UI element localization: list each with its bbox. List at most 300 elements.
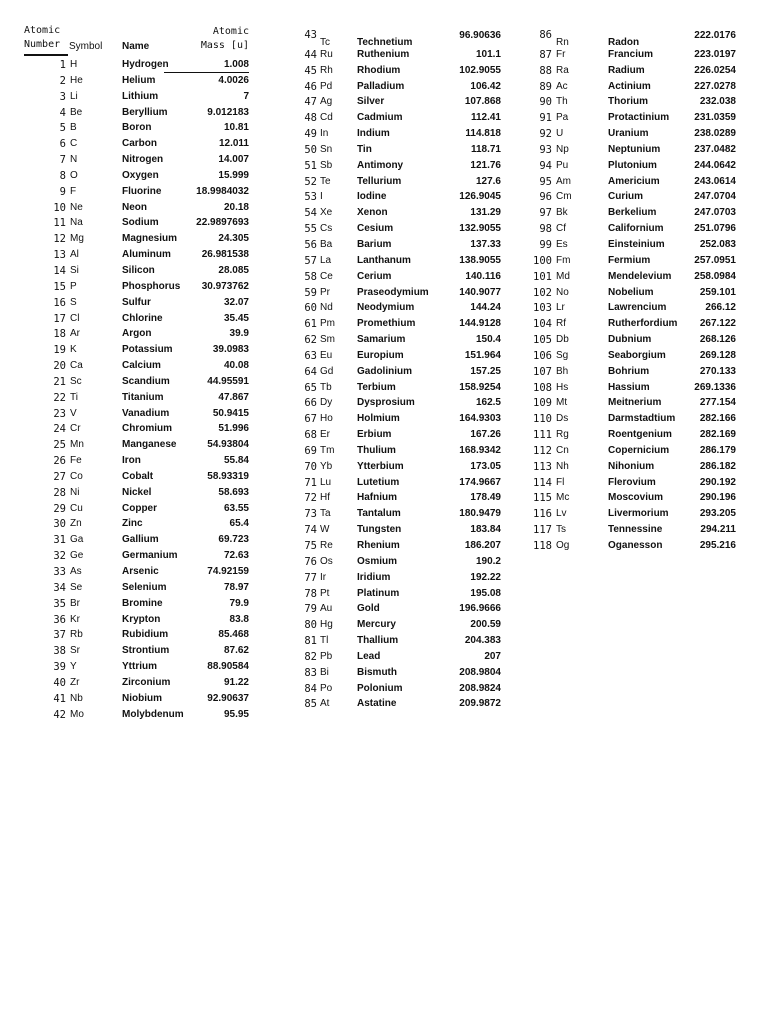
element-name: Thallium	[357, 635, 399, 647]
atomic-number: 31	[53, 534, 66, 547]
element-row	[285, 412, 505, 428]
element-symbol: Mo	[70, 708, 84, 720]
element-name: Lead	[357, 650, 381, 662]
element-row	[285, 349, 505, 365]
element-symbol: Th	[556, 96, 568, 108]
element-name: Rhenium	[357, 540, 400, 551]
element-symbol: Rg	[556, 429, 569, 441]
atomic-mass: 137.33	[470, 238, 501, 250]
element-name: Antimony	[357, 159, 404, 171]
atomic-number: 84	[304, 682, 317, 695]
element-symbol: Bk	[556, 207, 568, 219]
atomic-mass: 151.964	[464, 349, 501, 361]
element-symbol: Co	[70, 470, 83, 482]
element-symbol: Si	[70, 264, 79, 276]
column-spacer	[285, 0, 505, 32]
element-symbol: Hf	[320, 492, 330, 504]
atomic-number: 6	[59, 138, 66, 151]
element-name: Rubidium	[122, 629, 169, 641]
element-name: Gadolinium	[357, 365, 412, 377]
element-row	[285, 80, 505, 96]
atomic-mass: 78.97	[223, 581, 249, 593]
atomic-mass: 204.383	[464, 635, 501, 647]
element-name: Beryllium	[122, 106, 168, 118]
element-symbol: Sr	[70, 645, 80, 657]
element-row	[285, 381, 505, 397]
atomic-mass: 30.973762	[201, 280, 249, 292]
element-name: Neptunium	[608, 143, 661, 155]
element-row	[532, 301, 742, 317]
atomic-number: 44	[304, 48, 317, 61]
atomic-number: 115	[533, 492, 552, 505]
element-symbol: Sc	[70, 375, 82, 387]
atomic-number: 40	[53, 676, 66, 689]
element-row	[22, 121, 254, 137]
atomic-number: 75	[304, 540, 317, 552]
atomic-number: 108	[533, 381, 552, 394]
element-list-3	[532, 29, 742, 555]
atomic-mass: 232.038	[699, 96, 736, 108]
element-symbol: C	[70, 138, 78, 150]
table-header	[22, 0, 254, 58]
atomic-number: 17	[53, 312, 66, 325]
atomic-mass: 14.007	[218, 154, 249, 166]
element-row	[285, 111, 505, 127]
element-symbol: Cf	[556, 223, 566, 235]
atomic-number: 63	[304, 349, 317, 362]
element-row	[285, 190, 505, 206]
atomic-mass: 58.693	[218, 486, 249, 498]
element-name: Holmium	[357, 413, 400, 425]
element-name: Oganesson	[608, 540, 663, 551]
atomic-number: 39	[53, 661, 66, 674]
atomic-number: 92	[539, 128, 552, 141]
element-symbol: Sb	[320, 159, 333, 171]
element-row	[22, 692, 254, 708]
atomic-number: 60	[304, 302, 317, 315]
atomic-number: 82	[304, 650, 317, 663]
atomic-mass: 26.981538	[201, 249, 249, 261]
element-name: Praseodymium	[357, 286, 429, 298]
atomic-mass: 144.9128	[459, 318, 501, 330]
atomic-number: 49	[304, 128, 317, 141]
element-symbol: Po	[320, 682, 333, 694]
element-row	[22, 90, 254, 106]
atomic-mass: 10.81	[223, 122, 249, 134]
header-atomic-number-line2: Number	[24, 39, 61, 50]
atomic-number: 43	[304, 29, 317, 41]
atomic-number: 117	[533, 524, 552, 537]
element-symbol: Mt	[556, 397, 568, 409]
element-symbol: Cs	[320, 223, 333, 235]
element-symbol: Ga	[70, 534, 84, 546]
element-symbol: Cd	[320, 112, 333, 124]
element-symbol: Es	[556, 238, 568, 250]
element-name: Erbium	[357, 429, 392, 441]
atomic-mass: 63.55	[223, 502, 249, 514]
atomic-number: 118	[533, 540, 552, 552]
atomic-number: 90	[539, 96, 552, 109]
atomic-number: 70	[304, 460, 317, 473]
element-name: Cerium	[357, 270, 392, 282]
atomic-number: 86	[539, 29, 552, 41]
element-name: Rutherfordium	[608, 318, 678, 330]
atomic-mass: 247.0703	[694, 207, 736, 219]
element-symbol: Ti	[70, 391, 78, 403]
atomic-mass: 65.4	[229, 518, 249, 530]
element-symbol: Yb	[320, 460, 333, 472]
element-symbol: Cl	[70, 312, 80, 324]
element-name: Hydrogen	[122, 59, 169, 70]
atomic-number: 8	[59, 169, 66, 182]
element-name: Zirconium	[122, 676, 171, 688]
element-row	[22, 280, 254, 296]
atomic-mass: 55.84	[223, 455, 249, 467]
element-name: Oxygen	[122, 169, 159, 181]
element-row	[532, 238, 742, 254]
atomic-number: 97	[539, 207, 552, 220]
atomic-mass: 174.9667	[459, 476, 501, 488]
atomic-number: 96	[539, 191, 552, 204]
element-row	[532, 270, 742, 286]
element-name: Vanadium	[122, 407, 170, 419]
element-row	[22, 264, 254, 280]
atomic-number: 64	[304, 365, 317, 378]
element-row	[22, 660, 254, 676]
element-row	[285, 618, 505, 634]
element-symbol: V	[70, 407, 77, 419]
element-symbol: Tm	[320, 444, 335, 456]
element-row	[22, 549, 254, 565]
element-symbol: Se	[70, 581, 83, 593]
element-symbol: Rh	[320, 64, 333, 76]
element-name: Bismuth	[357, 666, 397, 678]
atomic-number: 111	[533, 429, 552, 442]
atomic-mass: 190.2	[475, 555, 501, 567]
atomic-mass: 39.9	[229, 328, 249, 340]
element-row	[532, 48, 742, 64]
element-name: Thulium	[357, 444, 396, 456]
atomic-mass: 226.0254	[694, 64, 736, 76]
element-name: Terbium	[357, 381, 396, 393]
atomic-mass: 158.9254	[459, 381, 501, 393]
element-list-1	[22, 58, 254, 723]
atomic-number: 87	[539, 48, 552, 61]
element-symbol: Ra	[556, 64, 569, 76]
element-symbol: Br	[70, 597, 80, 609]
atomic-number: 16	[53, 296, 66, 309]
element-name: Rhodium	[357, 64, 401, 76]
element-row	[22, 438, 254, 454]
element-symbol: Tb	[320, 381, 332, 393]
element-name: Nihonium	[608, 460, 655, 472]
element-row	[22, 422, 254, 438]
atomic-mass: 118.71	[470, 143, 501, 155]
element-symbol: Mn	[70, 439, 84, 451]
element-row	[532, 539, 742, 555]
element-row	[22, 517, 254, 533]
atomic-mass: 20.18	[223, 201, 249, 213]
element-row	[285, 634, 505, 650]
element-row	[532, 159, 742, 175]
element-symbol: Ho	[320, 413, 333, 425]
element-row	[22, 628, 254, 644]
column-spacer	[532, 0, 742, 32]
element-row	[285, 396, 505, 412]
atomic-mass: 150.4	[475, 334, 501, 346]
atomic-mass: 243.0614	[694, 175, 736, 187]
element-symbol: Fl	[556, 476, 565, 488]
atomic-number: 100	[533, 254, 552, 267]
element-row	[285, 48, 505, 64]
element-name: Palladium	[357, 80, 405, 92]
atomic-mass: 74.92159	[207, 566, 249, 577]
element-symbol: Zn	[70, 518, 82, 530]
atomic-number: 85	[304, 698, 317, 711]
header-atomic-mass-line2: Mass [u]	[200, 40, 249, 51]
element-symbol: Gd	[320, 365, 334, 377]
atomic-number: 26	[53, 455, 66, 468]
element-name: Lawrencium	[608, 302, 667, 314]
element-row	[22, 343, 254, 359]
atomic-number: 91	[539, 112, 552, 125]
atomic-number: 88	[539, 64, 552, 77]
atomic-number: 59	[304, 286, 317, 299]
element-row	[285, 206, 505, 222]
element-symbol: Cu	[70, 502, 83, 514]
element-row	[22, 565, 254, 581]
atomic-number: 79	[304, 603, 317, 616]
element-name: Iridium	[357, 571, 391, 583]
atomic-mass: 180.9479	[459, 508, 501, 520]
element-row	[532, 254, 742, 270]
header-symbol: Symbol	[69, 41, 103, 52]
element-name: Radium	[608, 64, 645, 76]
header-name: Name	[122, 41, 150, 52]
element-name: Flerovium	[608, 476, 656, 488]
element-symbol: Os	[320, 555, 333, 567]
atomic-mass: 47.867	[218, 391, 249, 403]
element-row	[532, 428, 742, 444]
element-name: Protactinium	[608, 112, 670, 124]
element-row	[285, 587, 505, 603]
element-name: Chromium	[122, 423, 172, 435]
atomic-number: 54	[304, 207, 317, 220]
element-symbol: Cn	[556, 444, 569, 456]
element-symbol: Tc	[320, 37, 330, 48]
atomic-mass: 54.93804	[207, 439, 249, 451]
element-name: Germanium	[122, 550, 178, 562]
element-symbol: Au	[320, 603, 333, 615]
element-row	[532, 64, 742, 80]
atomic-number: 80	[304, 619, 317, 632]
element-row	[22, 644, 254, 660]
element-row	[22, 581, 254, 597]
atomic-number: 99	[539, 238, 552, 251]
atomic-mass: 44.95591	[207, 375, 249, 387]
element-symbol: Rf	[556, 318, 566, 330]
element-name: Selenium	[122, 581, 167, 593]
atomic-mass: 102.9055	[459, 64, 501, 76]
atomic-mass: 268.126	[699, 334, 736, 346]
element-name: Argon	[122, 328, 152, 340]
atomic-mass: 282.166	[699, 413, 736, 425]
element-row	[532, 476, 742, 492]
element-name: Darmstadtium	[608, 413, 676, 425]
element-symbol: Ta	[320, 508, 331, 520]
element-name: Fluorine	[122, 185, 162, 197]
atomic-number: 98	[539, 223, 552, 236]
element-symbol: Er	[320, 429, 330, 441]
element-symbol: Pd	[320, 80, 333, 92]
atomic-number: 58	[304, 270, 317, 283]
atomic-mass: 91.22	[223, 676, 249, 688]
element-symbol: Mg	[70, 233, 84, 245]
element-name: Uranium	[608, 128, 649, 140]
element-row	[532, 333, 742, 349]
element-name: Sulfur	[122, 296, 151, 308]
element-name: Strontium	[122, 645, 170, 657]
atomic-number: 72	[304, 492, 317, 505]
header-atomic-number	[24, 24, 60, 52]
atomic-mass: 28.085	[218, 264, 249, 276]
atomic-number: 2	[59, 74, 66, 87]
atomic-number: 112	[533, 444, 552, 457]
element-row	[22, 375, 254, 391]
atomic-number: 33	[53, 566, 66, 578]
atomic-number: 29	[53, 502, 66, 515]
atomic-mass: 88.90584	[207, 661, 249, 673]
atomic-number: 57	[304, 254, 317, 267]
element-symbol: Kr	[70, 613, 80, 625]
element-symbol: Ne	[70, 201, 83, 213]
element-name: Bromine	[122, 597, 163, 609]
atomic-number: 22	[53, 391, 66, 404]
element-row	[22, 359, 254, 375]
element-name: Osmium	[357, 555, 398, 567]
atomic-number: 1	[59, 59, 66, 71]
element-symbol: Nd	[320, 302, 333, 314]
element-row	[22, 454, 254, 470]
element-symbol: Hg	[320, 619, 333, 631]
element-row	[22, 327, 254, 343]
element-symbol: Ac	[556, 80, 568, 92]
atomic-number: 34	[53, 581, 66, 594]
element-name: Carbon	[122, 138, 157, 150]
element-symbol: Pt	[320, 587, 330, 599]
element-name: Neon	[122, 201, 147, 213]
atomic-mass: 208.9804	[459, 666, 501, 678]
atomic-number: 110	[533, 413, 552, 426]
element-name: Gallium	[122, 534, 159, 546]
atomic-mass: 144.24	[470, 302, 501, 314]
element-symbol: Bh	[556, 365, 569, 377]
atomic-number: 106	[533, 349, 552, 362]
element-symbol: Rn	[556, 37, 569, 48]
element-symbol: No	[556, 286, 569, 298]
atomic-number: 19	[53, 344, 66, 357]
atomic-number: 37	[53, 629, 66, 642]
element-symbol: F	[70, 185, 77, 197]
element-row	[22, 106, 254, 122]
element-row	[532, 507, 742, 523]
element-symbol: Pm	[320, 318, 335, 330]
atomic-mass: 39.0983	[212, 344, 249, 356]
element-symbol: Hs	[556, 381, 569, 393]
element-symbol: Ge	[70, 550, 84, 562]
element-name: Moscovium	[608, 492, 664, 504]
element-name: Yttrium	[122, 661, 157, 673]
atomic-mass: 269.1336	[694, 381, 736, 393]
atomic-mass: 92.90637	[207, 692, 249, 704]
atomic-number: 65	[304, 381, 317, 394]
element-row	[532, 460, 742, 476]
atomic-mass: 131.29	[470, 207, 501, 219]
element-name: Tungsten	[357, 524, 402, 536]
atomic-mass: 121.76	[470, 159, 501, 171]
atomic-number: 51	[304, 159, 317, 172]
element-row	[285, 602, 505, 618]
element-symbol: Am	[556, 175, 571, 187]
element-symbol: I	[320, 191, 323, 203]
element-row	[285, 95, 505, 111]
header-underline	[24, 54, 68, 56]
element-row	[22, 232, 254, 248]
element-name: Barium	[357, 238, 392, 250]
element-name: Krypton	[122, 613, 161, 625]
atomic-mass: 126.9045	[459, 191, 501, 203]
element-row	[285, 143, 505, 159]
atomic-number: 7	[59, 154, 66, 167]
atomic-mass: 15.999	[218, 169, 249, 181]
atomic-number: 73	[304, 508, 317, 521]
column-2	[285, 0, 505, 713]
element-row	[285, 666, 505, 682]
element-name: Bohrium	[608, 365, 650, 377]
atomic-number: 95	[539, 175, 552, 188]
atomic-number: 71	[304, 476, 317, 489]
element-row	[532, 95, 742, 111]
atomic-mass: 293.205	[699, 508, 736, 520]
element-name: Arsenic	[122, 566, 159, 577]
atomic-mass: 266.12	[705, 302, 736, 314]
element-name: Fermium	[608, 254, 651, 266]
element-row	[532, 175, 742, 191]
atomic-number: 69	[304, 444, 317, 457]
atomic-number: 35	[53, 597, 66, 610]
element-symbol: Nb	[70, 692, 83, 704]
element-row	[22, 153, 254, 169]
element-row	[532, 286, 742, 302]
element-name: Dubnium	[608, 334, 652, 346]
element-row	[22, 296, 254, 312]
atomic-mass: 1.008	[172, 59, 249, 70]
atomic-number: 113	[533, 460, 552, 473]
atomic-mass: 35.45	[223, 312, 249, 324]
atomic-number: 52	[304, 175, 317, 188]
element-symbol: Np	[556, 143, 569, 155]
atomic-number: 81	[304, 635, 317, 648]
element-row	[285, 64, 505, 80]
atomic-mass: 167.26	[470, 429, 501, 441]
atomic-mass: 286.182	[699, 460, 736, 472]
element-row	[285, 491, 505, 507]
element-symbol: Cm	[556, 191, 572, 203]
element-symbol: Ca	[70, 360, 83, 372]
element-symbol: Re	[320, 540, 333, 551]
element-row	[532, 206, 742, 222]
element-symbol: N	[70, 154, 78, 166]
